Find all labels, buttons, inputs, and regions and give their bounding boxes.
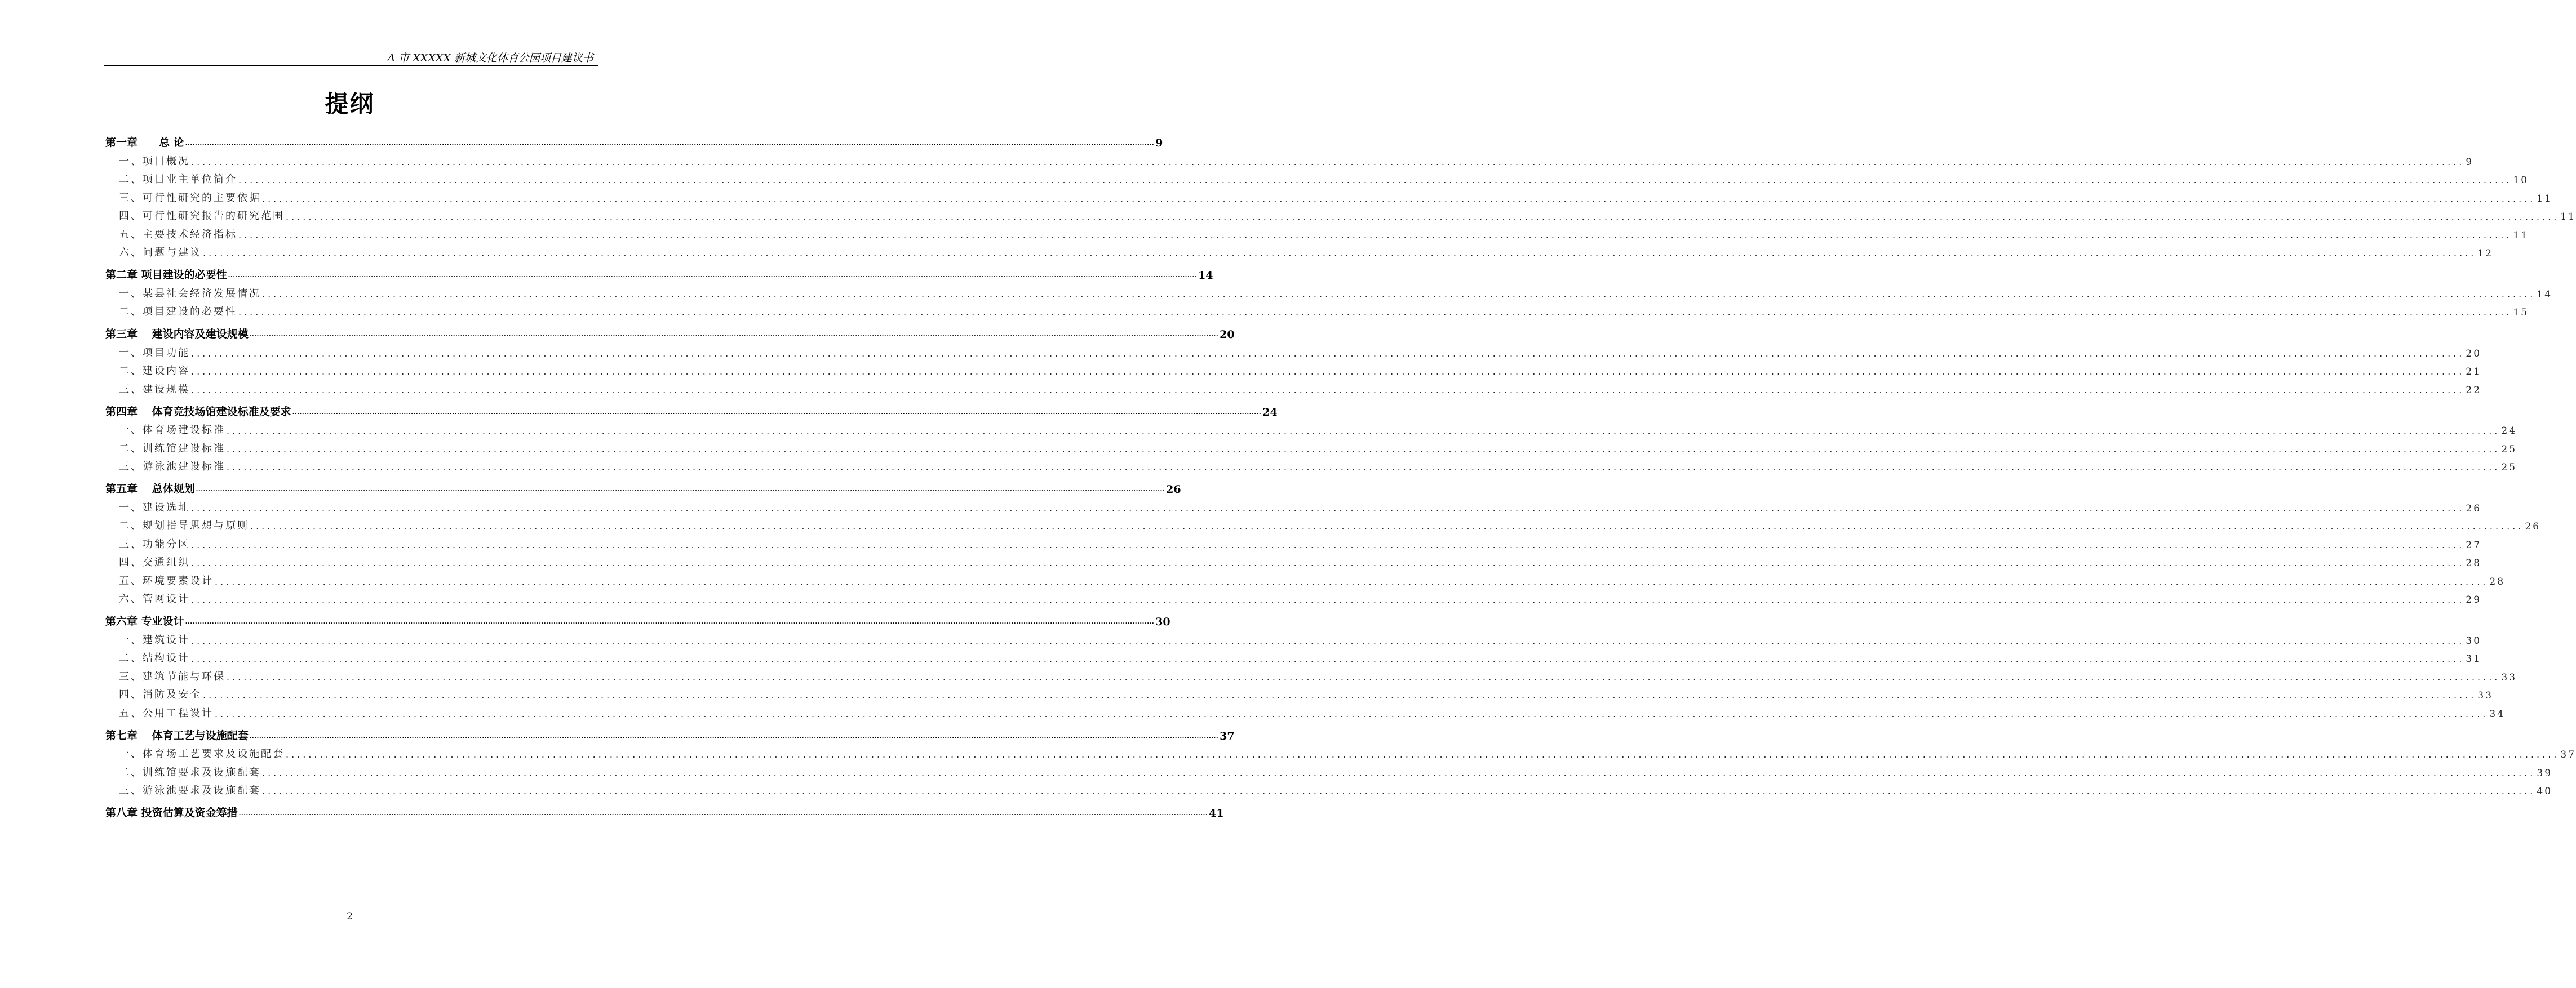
toc-section-label: 一、项目功能 bbox=[119, 346, 190, 359]
page-number: 2 bbox=[347, 911, 353, 922]
toc-section-label: 二、项目业主单位简介 bbox=[119, 173, 237, 185]
toc-leader-dots: ................................................................................................................................................................................................................................................................................................................................................................................................................ bbox=[203, 248, 2477, 259]
toc-chapter-entry[interactable] bbox=[105, 323, 1235, 341]
toc-section-label: 六、问题与建议 bbox=[119, 247, 202, 259]
toc-section-entry[interactable] bbox=[105, 359, 2482, 378]
toc-leader-dots: ................................................................................................................................................................................................................................................................................................................................................................................................................ bbox=[249, 332, 1219, 338]
toc-section-entry[interactable] bbox=[105, 665, 2517, 683]
toc-leader-dots: ................................................................................................................................................................................................................................................................................................................................................................................................................ bbox=[191, 635, 2465, 646]
toc-section-page: 11 bbox=[2513, 229, 2529, 241]
toc-section-page: 26 bbox=[2525, 521, 2541, 532]
toc-section-entry[interactable] bbox=[105, 760, 2553, 779]
toc-section-label: 一、项目概况 bbox=[119, 155, 190, 167]
toc-leader-dots: ................................................................................................................................................................................................................................................................................................................................................................................................................ bbox=[227, 462, 2500, 473]
toc-section-page: 11 bbox=[2537, 193, 2553, 204]
toc-section-page: 22 bbox=[2466, 384, 2482, 396]
toc-section-entry[interactable] bbox=[105, 437, 2517, 455]
toc-leader-dots: ................................................................................................................................................................................................................................................................................................................................................................................................................ bbox=[286, 211, 2560, 222]
toc-chapter-label: 第二章 项目建设的必要性 bbox=[105, 269, 227, 281]
toc-chapter-entry[interactable] bbox=[105, 478, 1181, 496]
toc-leader-dots: ................................................................................................................................................................................................................................................................................................................................................................................................................ bbox=[238, 175, 2512, 185]
toc-section-page: 24 bbox=[2501, 425, 2517, 437]
toc-leader-dots: ................................................................................................................................................................................................................................................................................................................................................................................................................ bbox=[191, 653, 2465, 664]
toc-leader-dots: ................................................................................................................................................................................................................................................................................................................................................................................................................ bbox=[262, 767, 2536, 778]
toc-section-page: 26 bbox=[2466, 502, 2482, 514]
toc-leader-dots: ................................................................................................................................................................................................................................................................................................................................................................................................................ bbox=[227, 425, 2500, 436]
toc-section-page: 29 bbox=[2466, 594, 2482, 606]
toc-section-page: 27 bbox=[2466, 539, 2482, 551]
toc-chapter-page: 37 bbox=[1220, 729, 1235, 742]
table-of-contents bbox=[105, 127, 2576, 820]
toc-section-label: 一、建筑设计 bbox=[119, 634, 190, 646]
toc-section-label: 五、主要技术经济指标 bbox=[119, 228, 237, 241]
toc-section-entry[interactable] bbox=[105, 742, 2576, 761]
toc-section-label: 三、功能分区 bbox=[119, 538, 190, 550]
toc-section-page: 11 bbox=[2560, 211, 2576, 222]
page-title: 提纲 bbox=[325, 90, 375, 118]
toc-section-label: 一、体育场建设标准 bbox=[119, 424, 225, 436]
toc-section-label: 二、结构设计 bbox=[119, 652, 190, 664]
toc-leader-dots: ................................................................................................................................................................................................................................................................................................................................................................................................................ bbox=[191, 348, 2465, 359]
toc-section-entry[interactable] bbox=[105, 588, 2482, 606]
toc-chapter-label: 第八章 投资估算及资金筹措 bbox=[105, 807, 238, 819]
toc-leader-dots: ................................................................................................................................................................................................................................................................................................................................................................................................................ bbox=[191, 384, 2465, 395]
toc-section-page: 28 bbox=[2466, 558, 2482, 569]
toc-section-entry[interactable] bbox=[105, 514, 2541, 533]
toc-chapter-page: 20 bbox=[1220, 328, 1235, 341]
toc-chapter-page: 41 bbox=[1209, 807, 1224, 820]
toc-chapter-page: 9 bbox=[1155, 137, 1163, 149]
toc-section-page: 21 bbox=[2466, 366, 2482, 377]
toc-section-entry[interactable] bbox=[105, 532, 2482, 551]
toc-section-entry[interactable] bbox=[105, 282, 2553, 300]
toc-section-entry[interactable] bbox=[105, 496, 2482, 514]
toc-section-label: 一、体育场工艺要求及设施配套 bbox=[119, 748, 285, 760]
toc-section-label: 六、管网设计 bbox=[119, 593, 190, 605]
toc-section-entry[interactable] bbox=[105, 222, 2529, 241]
toc-section-page: 34 bbox=[2489, 708, 2506, 720]
toc-section-entry[interactable] bbox=[105, 186, 2553, 204]
toc-section-page: 28 bbox=[2489, 576, 2506, 588]
toc-leader-dots: ................................................................................................................................................................................................................................................................................................................................................................................................................ bbox=[185, 619, 1155, 625]
toc-section-page: 12 bbox=[2477, 248, 2494, 259]
toc-leader-dots: ................................................................................................................................................................................................................................................................................................................................................................................................................ bbox=[215, 708, 2489, 719]
toc-section-entry[interactable] bbox=[105, 569, 2506, 588]
toc-section-label: 三、可行性研究的主要依据 bbox=[119, 192, 261, 204]
toc-chapter-entry[interactable] bbox=[105, 131, 1163, 149]
toc-section-entry[interactable] bbox=[105, 300, 2529, 319]
toc-section-label: 二、项目建设的必要性 bbox=[119, 306, 237, 318]
toc-section-entry[interactable] bbox=[105, 419, 2517, 437]
toc-leader-dots: ................................................................................................................................................................................................................................................................................................................................................................................................................ bbox=[262, 288, 2536, 300]
toc-chapter-label: 第一章 总 论 bbox=[105, 136, 184, 149]
toc-section-page: 40 bbox=[2537, 786, 2553, 797]
toc-section-label: 三、建设规模 bbox=[119, 383, 190, 395]
toc-section-entry[interactable] bbox=[105, 168, 2529, 186]
toc-leader-dots: ................................................................................................................................................................................................................................................................................................................................................................................................................ bbox=[227, 443, 2500, 455]
toc-section-page: 14 bbox=[2537, 288, 2553, 300]
toc-section-page: 33 bbox=[2501, 671, 2517, 683]
toc-section-label: 五、环境要素设计 bbox=[119, 575, 214, 587]
toc-section-entry[interactable] bbox=[105, 204, 2576, 223]
toc-chapter-entry[interactable] bbox=[105, 264, 1213, 282]
toc-chapter-entry[interactable] bbox=[105, 802, 1224, 820]
toc-chapter-page: 14 bbox=[1198, 269, 1213, 282]
toc-section-label: 二、训练馆要求及设施配套 bbox=[119, 766, 261, 778]
toc-section-entry[interactable] bbox=[105, 647, 2482, 665]
toc-section-page: 30 bbox=[2466, 635, 2482, 647]
toc-chapter-page: 30 bbox=[1155, 616, 1170, 628]
toc-section-entry[interactable] bbox=[105, 701, 2506, 720]
toc-leader-dots: ................................................................................................................................................................................................................................................................................................................................................................................................................ bbox=[191, 366, 2465, 377]
toc-section-entry[interactable] bbox=[105, 628, 2482, 647]
toc-leader-dots: ................................................................................................................................................................................................................................................................................................................................................................................................................ bbox=[238, 307, 2512, 318]
toc-leader-dots: ................................................................................................................................................................................................................................................................................................................................................................................................................ bbox=[185, 140, 1155, 146]
toc-section-label: 五、公用工程设计 bbox=[119, 707, 214, 719]
toc-leader-dots: ................................................................................................................................................................................................................................................................................................................................................................................................................ bbox=[196, 487, 1165, 493]
toc-leader-dots: ................................................................................................................................................................................................................................................................................................................................................................................................................ bbox=[249, 733, 1219, 740]
toc-chapter-label: 第六章 专业设计 bbox=[105, 615, 184, 627]
toc-section-label: 三、游泳池要求及设施配套 bbox=[119, 785, 261, 796]
toc-section-page: 25 bbox=[2501, 462, 2517, 473]
toc-leader-dots: ................................................................................................................................................................................................................................................................................................................................................................................................................ bbox=[191, 156, 2465, 167]
toc-section-entry[interactable] bbox=[105, 779, 2553, 798]
running-header bbox=[104, 48, 598, 66]
toc-section-entry[interactable] bbox=[105, 377, 2482, 396]
toc-section-entry[interactable] bbox=[105, 551, 2482, 569]
toc-leader-dots: ................................................................................................................................................................................................................................................................................................................................................................................................................ bbox=[191, 502, 2465, 514]
toc-section-label: 三、建筑节能与环保 bbox=[119, 670, 225, 683]
toc-chapter-entry[interactable] bbox=[105, 610, 1170, 628]
toc-section-label: 三、游泳池建设标准 bbox=[119, 461, 225, 473]
toc-chapter-entry[interactable] bbox=[105, 400, 1278, 419]
toc-section-page: 39 bbox=[2537, 767, 2553, 779]
toc-chapter-label: 第三章 建设内容及建设规模 bbox=[105, 328, 249, 340]
toc-section-label: 二、训练馆建设标准 bbox=[119, 442, 225, 455]
toc-chapter-entry[interactable] bbox=[105, 724, 1235, 742]
header-title: A 市 XXXXX 新城文化体育公园项目建议书 bbox=[387, 52, 593, 64]
toc-leader-dots: ................................................................................................................................................................................................................................................................................................................................................................................................................ bbox=[262, 786, 2536, 796]
toc-section-entry[interactable] bbox=[105, 683, 2494, 702]
toc-section-page: 25 bbox=[2501, 443, 2517, 455]
toc-leader-dots: ................................................................................................................................................................................................................................................................................................................................................................................................................ bbox=[262, 193, 2536, 204]
toc-section-entry[interactable] bbox=[105, 455, 2517, 474]
toc-chapter-label: 第五章 总体规划 bbox=[105, 483, 195, 495]
toc-section-page: 10 bbox=[2513, 175, 2529, 186]
toc-section-entry[interactable] bbox=[105, 341, 2482, 359]
toc-section-label: 一、建设选址 bbox=[119, 501, 190, 514]
toc-section-label: 二、规划指导思想与原则 bbox=[119, 520, 249, 532]
toc-leader-dots: ................................................................................................................................................................................................................................................................................................................................................................................................................ bbox=[203, 690, 2477, 701]
toc-section-label: 四、消防及安全 bbox=[119, 689, 202, 701]
toc-section-label: 二、建设内容 bbox=[119, 365, 190, 377]
toc-section-entry[interactable] bbox=[105, 149, 2474, 168]
toc-section-page: 9 bbox=[2466, 156, 2474, 168]
toc-chapter-label: 第七章 体育工艺与设施配套 bbox=[105, 729, 249, 742]
toc-leader-dots: ................................................................................................................................................................................................................................................................................................................................................................................................................ bbox=[191, 539, 2465, 550]
toc-section-page: 33 bbox=[2477, 690, 2494, 701]
toc-leader-dots: ................................................................................................................................................................................................................................................................................................................................................................................................................ bbox=[215, 576, 2489, 587]
toc-chapter-page: 26 bbox=[1166, 483, 1181, 496]
toc-section-page: 37 bbox=[2560, 749, 2576, 760]
toc-section-label: 四、交通组织 bbox=[119, 557, 190, 568]
toc-leader-dots: ................................................................................................................................................................................................................................................................................................................................................................................................................ bbox=[286, 749, 2560, 760]
toc-section-label: 一、某县社会经济发展情况 bbox=[119, 287, 261, 300]
toc-section-label: 四、可行性研究报告的研究范围 bbox=[119, 210, 285, 222]
toc-section-page: 15 bbox=[2513, 307, 2529, 318]
toc-section-page: 31 bbox=[2466, 653, 2482, 665]
toc-leader-dots: ................................................................................................................................................................................................................................................................................................................................................................................................................ bbox=[238, 229, 2512, 241]
toc-chapter-page: 24 bbox=[1262, 406, 1278, 419]
toc-leader-dots: ................................................................................................................................................................................................................................................................................................................................................................................................................ bbox=[238, 811, 1208, 817]
toc-leader-dots: ................................................................................................................................................................................................................................................................................................................................................................................................................ bbox=[227, 671, 2500, 683]
toc-leader-dots: ................................................................................................................................................................................................................................................................................................................................................................................................................ bbox=[191, 594, 2465, 605]
toc-chapter-label: 第四章 体育竞技场馆建设标准及要求 bbox=[105, 405, 291, 418]
toc-section-entry[interactable] bbox=[105, 241, 2494, 260]
toc-leader-dots: ................................................................................................................................................................................................................................................................................................................................................................................................................ bbox=[228, 273, 1198, 279]
toc-leader-dots: ................................................................................................................................................................................................................................................................................................................................................................................................................ bbox=[292, 409, 1262, 416]
toc-leader-dots: ................................................................................................................................................................................................................................................................................................................................................................................................................ bbox=[250, 521, 2524, 532]
toc-section-page: 20 bbox=[2466, 348, 2482, 359]
toc-leader-dots: ................................................................................................................................................................................................................................................................................................................................................................................................................ bbox=[191, 558, 2465, 568]
